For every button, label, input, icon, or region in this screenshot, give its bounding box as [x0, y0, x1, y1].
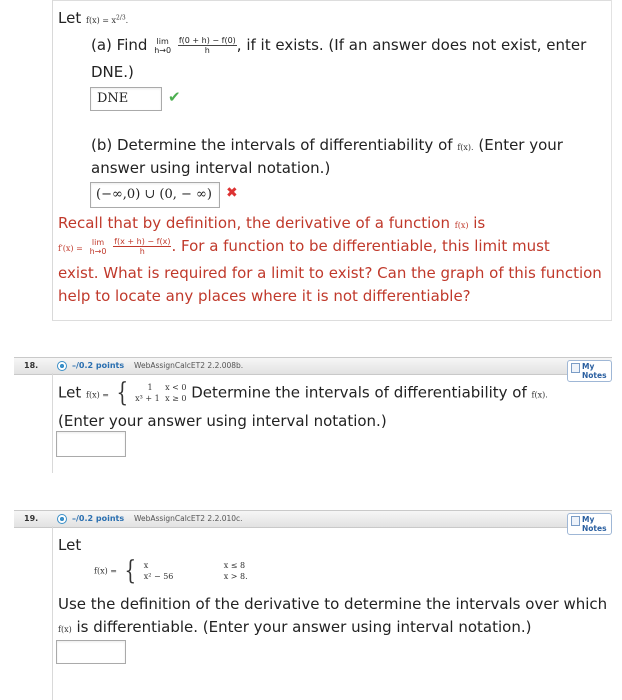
fx-inline: f(x).	[531, 390, 548, 400]
incorrect-x-icon: ✖	[226, 185, 238, 201]
hint-line3: exist. What is required for a limit to exist? Can the graph of this function	[58, 264, 602, 282]
correct-check-icon: ✔	[168, 88, 181, 106]
q19-line1: Use the definition of the derivative to determine the intervals over which	[58, 595, 608, 613]
left-rule-q19	[52, 526, 53, 700]
part-b-line2: answer using interval notation.)	[91, 159, 331, 177]
piecewise-cases: x x ≤ 8 x² − 56 x > 8.	[143, 561, 248, 581]
part-a-suffix: , if it exists. (If an answer does not exist, enter	[236, 36, 587, 54]
part-a-line2: DNE.)	[91, 63, 134, 81]
left-rule-q17	[52, 0, 53, 320]
q17-part-a	[91, 34, 586, 56]
my-notes-button[interactable]: My Notes	[567, 513, 612, 535]
limit-expr: lim h→0	[154, 36, 172, 55]
points-label: –/0.2 points	[72, 361, 125, 370]
piecewise-brace: {	[116, 378, 128, 408]
let-label: Let	[58, 9, 82, 27]
q19-header-bar	[14, 510, 612, 533]
difference-quotient: $\frac{f(0 + h) - f(0)}{h}$	[178, 36, 236, 55]
left-rule-q18	[52, 373, 53, 473]
source-label: WebAssignCalcET2 2.2.008b.	[134, 361, 244, 370]
fx-definition: $f(x) = x^{2/3}$.	[85, 14, 129, 25]
source-label: WebAssignCalcET2 2.2.010c.	[134, 514, 243, 523]
hint-fx: f(x)	[454, 221, 469, 230]
q19-piecewise	[94, 558, 248, 584]
hint-line2: f′(x) = lim h→0 $\frac{f(x + h) - f(x)}{h}$ . For a function to be differentiable, this limit must	[58, 237, 550, 256]
hint-line1: Recall that by definition, the derivative of a function f(x) is	[58, 214, 486, 232]
hint-line4: help to locate any places where it is not differentiable?	[58, 287, 471, 305]
hint-limit: lim h→0	[89, 237, 107, 256]
q18-let-line: Let f(x) = { 1 x < 0 x³ + 1 x ≥ 0 Determine the intervals of differentiability of f(x).	[58, 378, 548, 408]
right-rule-q17	[611, 0, 612, 320]
fx-inline: f(x).	[457, 143, 474, 152]
top-border	[52, 0, 612, 1]
piecewise-cases: 1 x < 0 x³ + 1 x ≥ 0	[135, 383, 187, 403]
q17-let-line	[58, 7, 128, 32]
fx-eq: f(x) =	[85, 390, 109, 400]
q18-header-bar	[14, 357, 612, 380]
q19-line2: f(x) is differentiable. (Enter your answer using interval notation.)	[58, 618, 532, 636]
fx-eq: f(x) =	[94, 566, 117, 576]
part-a-prefix: (a) Find	[91, 36, 148, 54]
q18-answer-input[interactable]	[56, 431, 126, 457]
q17-bottom-border	[52, 320, 612, 321]
q19-let: Let	[58, 536, 82, 554]
q18-line2: (Enter your answer using interval notation.)	[58, 412, 387, 430]
points-label: –/0.2 points	[72, 514, 125, 523]
fx-inline: f(x)	[58, 625, 72, 634]
notes-icon	[571, 363, 580, 373]
hint-difference-quotient: $\frac{f(x + h) - f(x)}{h}$	[114, 237, 171, 256]
my-notes-button[interactable]: My Notes	[567, 360, 612, 382]
notes-icon	[571, 516, 580, 526]
answer-a-input[interactable]: DNE	[90, 87, 162, 111]
question-number: 18.	[24, 361, 39, 370]
answer-b-input[interactable]: (−∞,0) ∪ (0, − ∞)	[90, 182, 220, 208]
question-number: 19.	[24, 514, 39, 523]
q19-answer-input[interactable]	[56, 640, 126, 664]
q17-part-b-line1: (b) Determine the intervals of differentiability of f(x). (Enter your	[91, 136, 563, 154]
status-radio-icon	[57, 514, 67, 524]
status-radio-icon	[57, 361, 67, 371]
hint-fprime: f′(x) =	[58, 244, 83, 253]
piecewise-brace: {	[124, 556, 137, 586]
